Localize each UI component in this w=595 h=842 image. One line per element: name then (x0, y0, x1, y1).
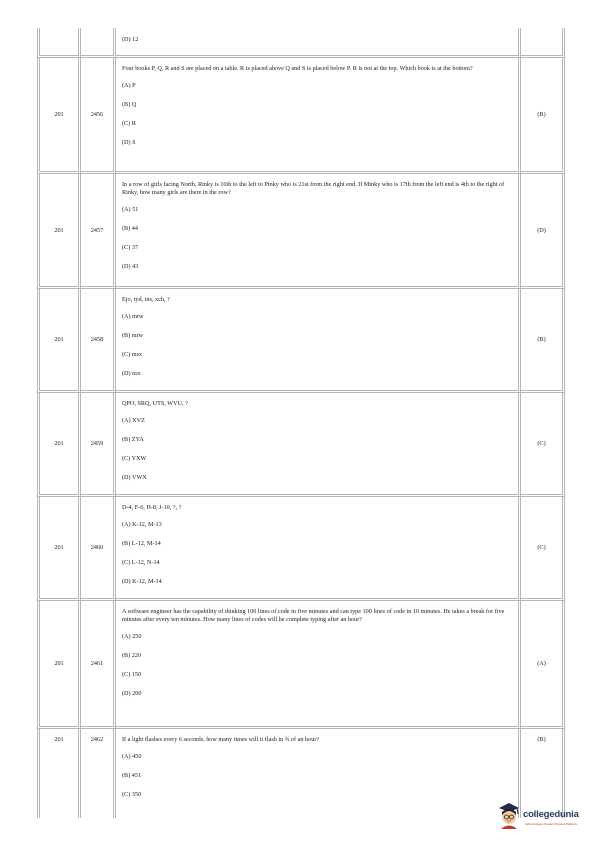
question-number-cell (81, 28, 116, 58)
option: (C) 150 (122, 671, 142, 679)
question-cell (116, 28, 521, 58)
question-number-cell: 2456 (81, 58, 116, 174)
table-row (37, 729, 565, 818)
table-row (37, 497, 565, 601)
logo-tagline: India's largest Student Review Platform (525, 822, 578, 826)
answer-cell: (A) (521, 601, 565, 729)
subject-code-cell: 201 (37, 729, 81, 818)
answer-cell: (B) (521, 289, 565, 393)
table-row (37, 58, 565, 174)
option: (B) 44 (122, 225, 138, 233)
option: (D) VWX (122, 474, 147, 482)
question-number-cell: 2457 (81, 174, 116, 289)
question-text: Ejo, tyd, ins, xch, ? (122, 296, 170, 303)
option: (B) Q (122, 101, 137, 109)
option: (A) 450 (122, 753, 142, 761)
option: (C) msx (122, 351, 143, 359)
option: (C) 37 (122, 244, 138, 252)
table-row (37, 28, 565, 58)
option: (A) 250 (122, 633, 142, 641)
question-text: Four books P, Q, R and S are placed on a table. R is placed above Q and S is placed below P. R is not at the top. Which book is at the bottom? (122, 65, 473, 72)
question-text: In a row of girls facing North, Rinky is 10th to the left to Pinky who is 21st from the right end. If Minky who is 17th from the left end is 4th to the right of Rinky, how many girls are there in the row? (122, 181, 505, 197)
subject-code-cell: 201 (37, 497, 81, 601)
student-mascot-icon (496, 801, 522, 829)
option: (D) 12 (122, 36, 139, 43)
option: (D) K-12, M-14 (122, 578, 162, 586)
option: (B) 451 (122, 772, 142, 780)
option: (B) 220 (122, 652, 142, 660)
option: (B) L-12, M-14 (122, 540, 161, 548)
option: (D) S (122, 139, 136, 147)
question-text: D-4, F-6, H-8, J-10, ?, ? (122, 504, 182, 511)
subject-code-cell: 201 (37, 58, 81, 174)
question-table-body (37, 28, 565, 818)
table-row (37, 174, 565, 289)
question-cell (116, 601, 521, 729)
option: (C) L-12, N-14 (122, 559, 160, 567)
answer-cell: (B) (521, 58, 565, 174)
option: (D) nsx (122, 370, 141, 378)
subject-code-cell: 201 (37, 289, 81, 393)
logo-wordmark: collegedunia (523, 809, 579, 820)
question-cell (116, 289, 521, 393)
collegedunia-logo (496, 799, 592, 835)
subject-code-cell: 201 (37, 601, 81, 729)
question-number-cell: 2458 (81, 289, 116, 393)
option: (D) 200 (122, 690, 142, 698)
question-cell (116, 174, 521, 289)
question-number-cell: 2459 (81, 393, 116, 497)
answer-cell (521, 28, 565, 58)
question-cell (116, 393, 521, 497)
option: (B) mrw (122, 332, 144, 340)
subject-code-cell: 201 (37, 174, 81, 289)
subject-code-cell (37, 28, 81, 58)
option: (B) ZYA (122, 436, 144, 444)
answer-cell: (C) (521, 497, 565, 601)
question-number-cell: 2460 (81, 497, 116, 601)
option: (A) mrw (122, 313, 144, 321)
option: (A) 51 (122, 206, 139, 214)
option: (C) 350 (122, 791, 142, 799)
option: (A) P (122, 82, 136, 90)
table-row (37, 601, 565, 729)
option: (A) K-12, M-13 (122, 521, 162, 529)
answer-cell: (D) (521, 174, 565, 289)
question-cell (116, 58, 521, 174)
subject-code-cell: 201 (37, 393, 81, 497)
question-table-container (37, 28, 565, 818)
option: (C) R (122, 120, 136, 128)
option: (C) YXW (122, 455, 147, 463)
answer-cell: (B) (521, 729, 565, 818)
question-text: A software engineer has the capability of thinking 100 lines of code in five minutes and can type 100 lines of code in 10 minutes. He takes a break for five minutes after every ten minutes. How many lines of codes will he complete typing after an hour? (122, 608, 505, 624)
option: (D) 43 (122, 263, 139, 271)
question-cell (116, 497, 521, 601)
question-number-cell: 2461 (81, 601, 116, 729)
table-row (37, 393, 565, 497)
question-cell (116, 729, 521, 818)
question-number-cell: 2462 (81, 729, 116, 818)
question-text: QPO, SRQ, UTS, WVU, ? (122, 400, 188, 407)
answer-cell: (C) (521, 393, 565, 497)
question-table (37, 28, 565, 818)
question-text: If a light flashes every 6 seconds, how many times will it flash in ¾ of an hour? (122, 736, 320, 743)
option: (A) XVZ (122, 417, 145, 425)
table-row (37, 289, 565, 393)
